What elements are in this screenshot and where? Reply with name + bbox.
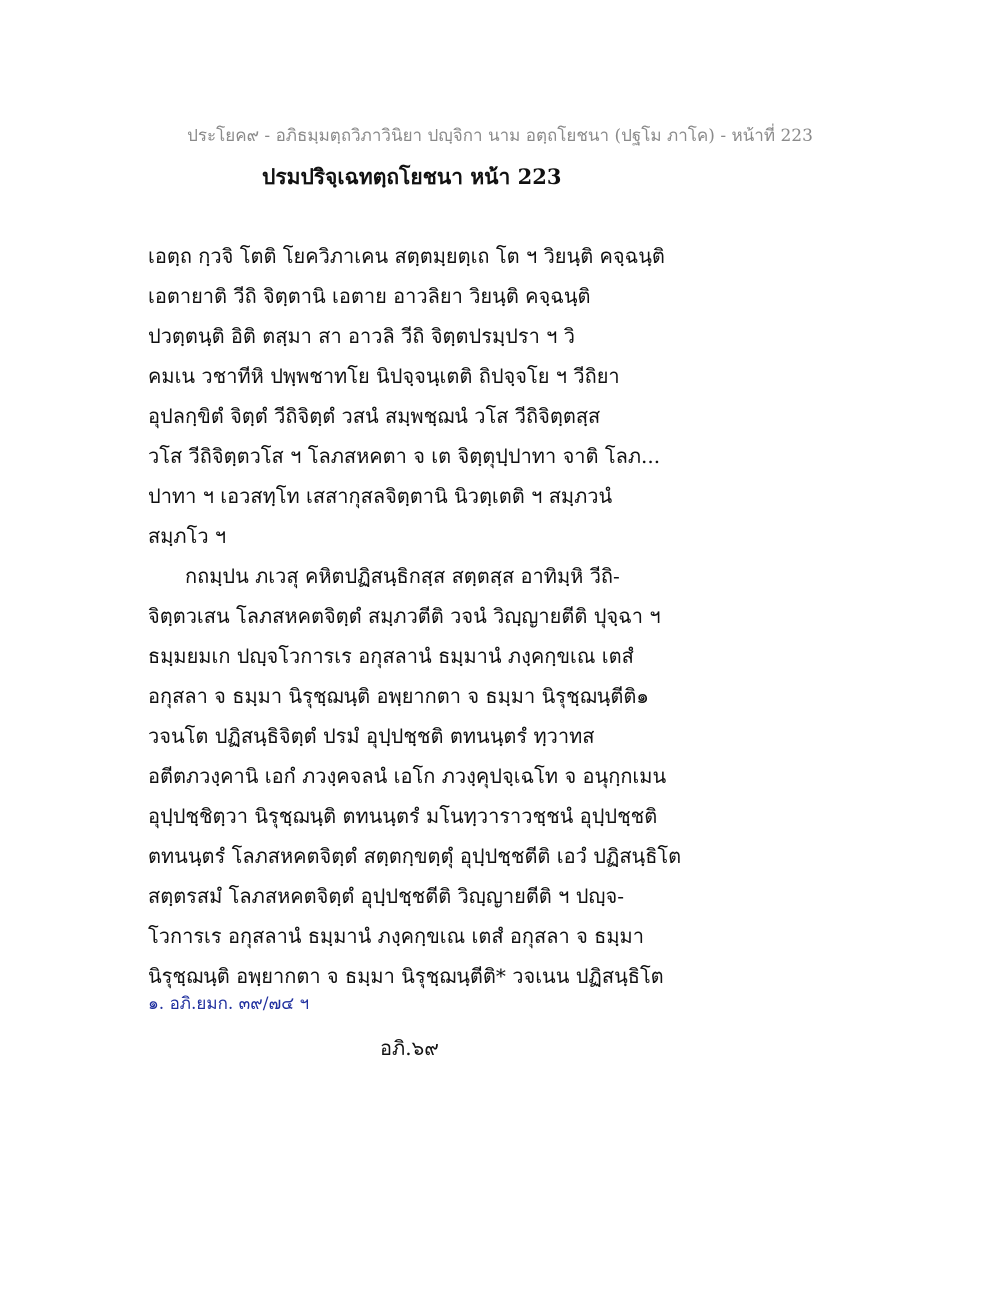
body-line: สมฺภโว ฯ [148, 524, 227, 548]
body-line: อกุสลา จ ธมฺมา นิรุชฺฌนฺติ อพฺยากตา จ ธมฺมา นิรุชฺฌนฺตีติ๑ [148, 684, 649, 708]
body-line: เอตายาติ วีถิ จิตฺตานิ เอตาย อาวลิยา วิยนฺติ คจฺฉนฺติ [148, 284, 591, 308]
body-line: นิรุชฺฌนฺติ อพฺยากตา จ ธมฺมา นิรุชฺฌนฺตีติ* วจเนน ปฏิสนฺธิโต [148, 964, 664, 988]
body-line: วจนโต ปฏิสนฺธิจิตฺตํ ปรมํ อุปฺปชฺชติ ตทนนฺตรํ ทฺวาทส [148, 724, 595, 748]
body-line: อุปฺปชฺชิตฺวา นิรุชฺฌนฺติ ตทนนฺตรํ มโนทฺวาราวชฺชนํ อุปฺปชฺชติ [148, 804, 658, 828]
body-line: วโส วีถิจิตฺตวโส ฯ โลภสหคตา จ เต จิตฺตุปฺปาทา จาติ โลภ... [148, 444, 661, 468]
body-line: ปาทา ฯ เอวสทฺโท เสสากุสลจิตฺตานิ นิวตฺเตติ ฯ สมฺภวนํ [148, 484, 613, 508]
footnote: ๑. อภิ.ยมก. ๓๙/๗๔ ฯ [148, 994, 310, 1014]
body-line: เอตฺถ กฺวจิ โตติ โยควิภาเคน สตฺตมฺยตฺเถ โต ฯ วิยนฺติ คจฺฉนฺติ [148, 244, 665, 268]
body-line: ปวตฺตนฺติ อิติ ตสฺมา สา อาวลิ วีถิ จิตฺตปรมฺปรา ฯ วิ [148, 324, 575, 348]
body-line: คมเน วชาทีหิ ปพฺพชาทโย นิปจฺจนฺเตติ ถิปจฺจโย ฯ วีถิยา [148, 364, 620, 388]
section-title: ปรมปริจฺเฉทตฺถโยชนา หน้า 223 [262, 164, 562, 189]
body-line: ตทนนฺตรํ โลภสหคตจิตฺตํ สตฺตกฺขตฺตุํ อุปฺปชฺชตีติ เอวํ ปฏิสนฺธิโต [148, 844, 682, 868]
body-line: จิตฺตวเสน โลภสหคตจิตฺตํ สมฺภวตีติ วจนํ วิญฺญายตีติ ปุจฺฉา ฯ [148, 604, 661, 628]
body-line: ธมฺมยมเก ปญฺจโวการเร อกุสลานํ ธมฺมานํ ภงฺคกฺขเณ เตสํ [148, 644, 634, 668]
body-text [148, 236, 708, 996]
body-line: อุปลกฺขิตํ จิตฺตํ วีถิจิตฺตํ วสนํ สมฺพชฺฌนํ วโส วีถิจิตฺตสฺส [148, 404, 601, 428]
body-line: สตฺตรสมํ โลภสหคตจิตฺตํ อุปฺปชฺชตีติ วิญฺญายตีติ ฯ ปญฺจ- [148, 884, 624, 908]
paragraph-start-line: กถมฺปน ภเวสุ คหิตปฏิสนฺธิกสฺส สตฺตสฺส อาทิมฺหิ วีถิ- [185, 564, 620, 588]
running-header: ประโยค๙ - อภิธมฺมตฺถวิภาวินิยา ปญฺจิกา นาม อตฺถโยชนา (ปฐโม ภาโค) - หน้าที่ 223 [187, 126, 813, 146]
body-line: อตีตภวงฺคานิ เอกํ ภวงฺคจลนํ เอโก ภวงฺคุปจฺเฉโท จ อนุกฺกเมน [148, 764, 667, 788]
page-label: อภิ.๖๙ [380, 1036, 439, 1060]
body-line: โวการเร อกุสลานํ ธมฺมานํ ภงฺคกฺขเณ เตสํ อกุสลา จ ธมฺมา [148, 924, 644, 948]
